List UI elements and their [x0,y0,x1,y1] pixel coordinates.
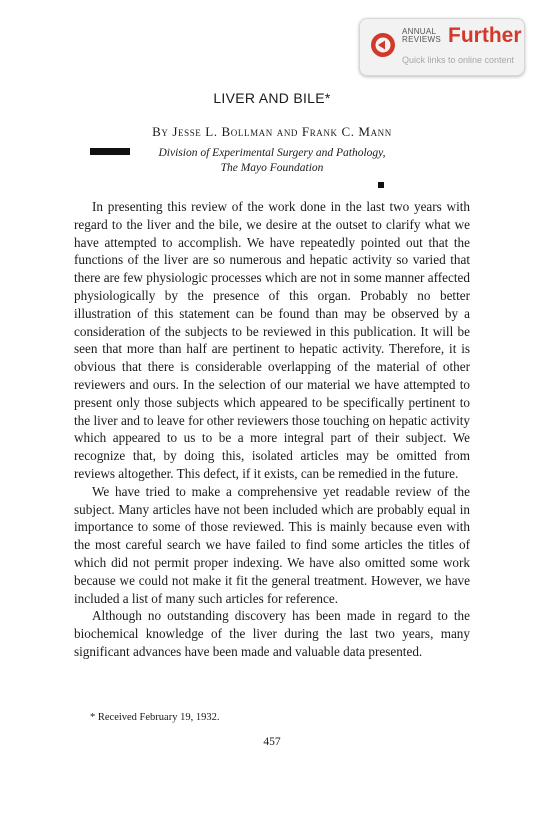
paragraph: We have tried to make a comprehensive yet readable review of the subject. Many articles have not been included which are probably equal in importance to some of those reviewed. This is mainly because even with the most careful search we have failed to find some articles the titles of which did not permit proper indexing. We have also omitted some work because we could not make it fit the general treatment. However, we have included a list of many such articles for reference. [74,483,470,606]
paragraph: Although no outstanding discovery has been made in regard to the biochemical knowledge of the liver during the last two years, many significant advances have been made and valuable data presented. [74,608,470,659]
page-number: 457 [263,736,281,748]
authors-prefix: By [152,124,169,139]
article-body [74,198,470,661]
annual-reviews-wordmark [402,28,441,44]
badge-further-label: Further [448,24,522,47]
badge-subtitle: Quick links to online content [402,55,515,65]
further-badge[interactable] [359,18,525,76]
paragraph: In presenting this review of the work done in the last two years with regard to the liver and the bile, we desire at the outset to clarify what we have attempted to accomplish. We have repeatedly pointed out that the functions of the liver are so numerous and hepatic activity so varied that there are few physiologic processes which are not in some manner affected physiologically by the presence of this organ. Probably no better illustration of this statement can be found than may be observed by a consideration of the subjects to be reviewed in this publication. It will be seen that more than half are pertinent to hepatic activity. Therefore, it is obvious that there is considerable overlapping of the material of other reviewers and ours. In the selection of our material we have attempted to present only those subjects which appeared to be specifically pertinent to the liver and to leave for other reviewers those touching on hepatic activity which appeared to us to be a more integral part of their subject. We recognize that, by doing this, isolated articles may be omitted from reviews altogether. This defect, if it exists, can be remedied in the future. [74,199,470,481]
article-authors [0,124,544,140]
badge-reviews-label: REVIEWS [402,35,441,44]
ink-mark [378,182,384,188]
footnote: * Received February 19, 1932. [90,712,220,723]
article-title: LIVER AND BILE* [213,90,331,106]
further-logo-icon [370,32,396,58]
badge-annual-label: ANNUAL [402,27,437,36]
authors-names: Jesse L. Bollman and Frank C. Mann [172,124,392,139]
article-affiliation [0,146,544,176]
affiliation-line-2: The Mayo Foundation [220,162,324,174]
affiliation-line-1: Division of Experimental Surgery and Pathology, [158,147,386,159]
